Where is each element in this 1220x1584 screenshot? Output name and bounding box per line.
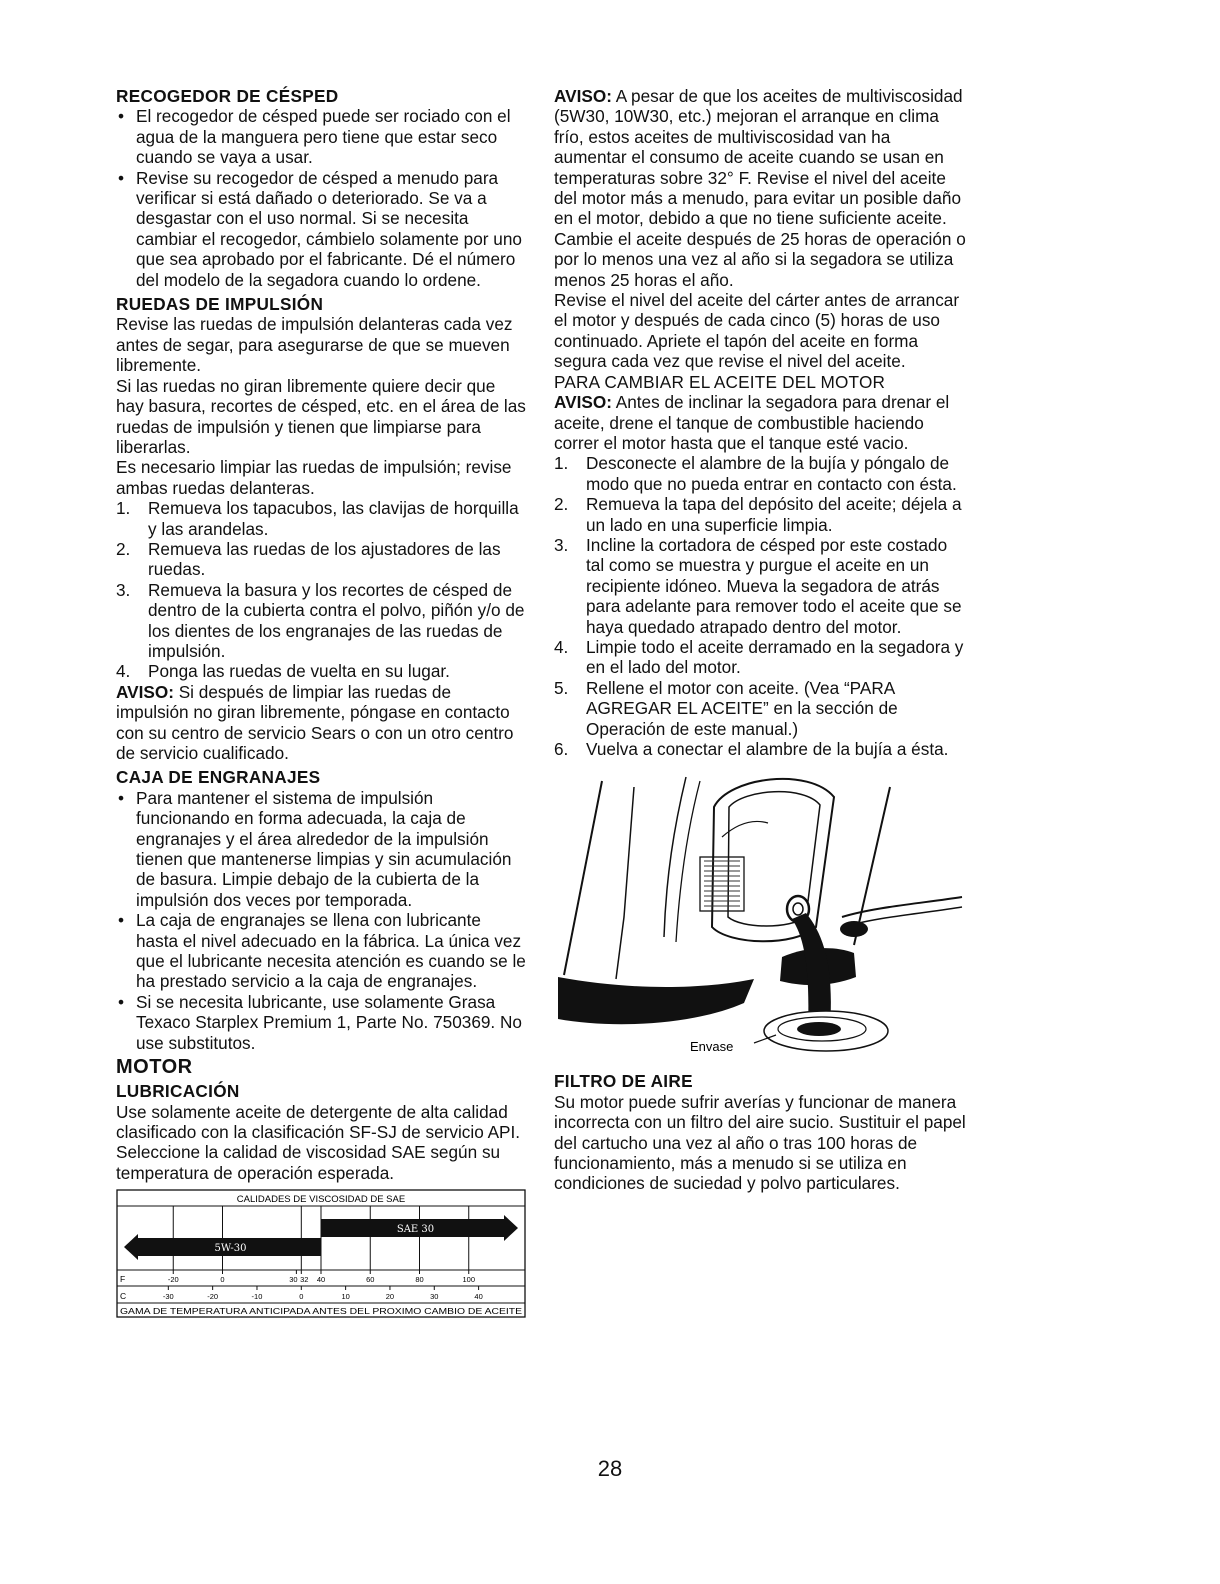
aviso-text: Si después de limpiar las ruedas de impulsión no giran libremente, póngase en contacto con su centro de servicio Sears o con un otro centro de servicio cualificado.	[116, 681, 514, 763]
chart-title: CALIDADES DE VISCOSIDAD DE SAE	[236, 1194, 406, 1206]
f-tick-label: -20	[167, 1275, 179, 1285]
f-tick-label: 80	[415, 1275, 424, 1285]
section-title-motor: MOTOR	[116, 1056, 193, 1079]
aviso-text: A pesar de que los aceites de multiviscosidad (5W30, 10W30, etc.) mejoran el arranque en clima frío, estos aceites de multiviscosidad van ha aumentar el consumo de aceite cuando se usan en temperaturas sobre 32° F. Revise el nivel del aceite del motor más a menudo, para evitar un posible daño en el motor, debido a que no tiene suficiente aceite.	[554, 86, 963, 229]
step-number: 4.	[554, 636, 569, 657]
c-tick-label: -20	[207, 1292, 219, 1302]
step-item	[116, 498, 526, 539]
bullet-item: • Si se necesita lubricante, use solamente Grasa Texaco Starplex Premium 1, Parte No. 750369. No use substitutos.	[116, 992, 526, 1053]
c-tick-label: -10	[251, 1292, 263, 1302]
step-text: Incline la cortadora de césped por este costado tal como se muestra y purgue el aceite en un recipiente idóneo. Mueva la segadora de atrás para adelante para remover todo el aceite que se haya quedado atrapado dentro del motor.	[586, 534, 962, 637]
step-item	[116, 661, 526, 681]
aviso-label: AVISO:	[554, 86, 612, 106]
step-text: Ponga las ruedas de vuelta en su lugar.	[148, 661, 450, 682]
left-column	[116, 86, 526, 1324]
aviso-paragraph	[116, 682, 526, 764]
bullet-item: • El recogedor de césped puede ser rociado con el agua de la manguera pero tiene que estar seco cuando se vaya a usar.	[116, 106, 526, 167]
f-tick-label: 0	[220, 1275, 225, 1285]
step-number: 4.	[116, 661, 131, 682]
viscosity-chart-svg	[116, 1189, 526, 1319]
bullet-item: • La caja de engranajes se llena con lubricante hasta el nivel adecuado en la fábrica. La única vez que el lubricante necesita atención es cuando se le ha prestado servicio a la caja de engranajes.	[116, 910, 526, 992]
step-text: Vuelva a conectar el alambre de la bujía a ésta.	[586, 739, 949, 759]
oil-drain-illustration	[554, 767, 966, 1067]
section-title-filtro: FILTRO DE AIRE	[554, 1071, 693, 1092]
step-number: 2.	[554, 494, 569, 515]
f-tick-label: 32	[300, 1275, 309, 1285]
aviso-paragraph	[554, 86, 966, 229]
aviso-text: Antes de inclinar la segadora para drenar el aceite, drene el tanque de combustible haciendo correr el motor hasta que el tanque esté vacio.	[554, 392, 950, 453]
bullet-item: • Para mantener el sistema de impulsión funcionando en forma adecuada, la caja de engranajes y el área alrededor de la impulsión tienen que mantenerse limpias y sin acumulación de basura. Limpie debajo de la cubierta de la impulsión dos veces por temporada.	[116, 788, 526, 910]
subsection-title-cambiar-aceite: PARA CAMBIAR EL ACEITE DEL MOTOR	[554, 371, 886, 392]
ruedas-steps	[116, 498, 526, 682]
step-text: Remueva los tapacubos, las clavijas de horquilla y las arandelas.	[148, 498, 519, 539]
f-axis-label: F	[120, 1274, 126, 1285]
step-number: 3.	[554, 534, 569, 555]
step-text: Desconecte el alambre de la bujía y póngalo de modo que no pueda entrar en contacto con ésta.	[586, 453, 957, 494]
step-number: 1.	[554, 453, 569, 474]
step-number: 3.	[116, 579, 131, 600]
oil-drain-illustration-svg	[554, 767, 966, 1067]
caja-list	[116, 788, 526, 1053]
section-title-recogedor: RECOGEDOR DE CÉSPED	[116, 86, 339, 106]
step-text: Remueva la tapa del depósito del aceite; déjela a un lado en una superficie limpia.	[586, 494, 962, 535]
viscosity-chart	[116, 1189, 526, 1323]
step-text: Limpie todo el aceite derramado en la segadora y en el lado del motor.	[586, 636, 964, 678]
step-item	[116, 539, 526, 580]
paragraph: Es necesario limpiar las ruedas de impulsión; revise ambas ruedas delanteras.	[116, 457, 512, 498]
section-title-caja: CAJA DE ENGRANAJES	[116, 767, 321, 788]
aviso-label: AVISO:	[116, 681, 174, 702]
step-number: 6.	[554, 739, 569, 759]
paragraph: Revise el nivel del aceite del cárter antes de arrancar el motor y después de cada cinco (5) horas de uso continuado. Apriete el tapón del aceite en forma segura cada vez que revise el nivel del aceite.	[554, 290, 960, 372]
recogedor-list	[116, 106, 526, 290]
step-text: Rellene el motor con aceite. (Vea “PARA AGREGAR EL ACEITE” en la sección de Operación de este manual.)	[586, 677, 898, 739]
paragraph: Use solamente aceite de detergente de alta calidad clasificado con la clasificación SF-SJ de servicio API. Seleccione la calidad de viscosidad SAE según su temperatura de operación esperada.	[116, 1101, 521, 1183]
section-title-ruedas: RUEDAS DE IMPULSIÓN	[116, 294, 324, 315]
step-item	[116, 580, 526, 662]
c-tick-label: 10	[341, 1292, 350, 1302]
step-item	[554, 494, 966, 535]
paragraph: Cambie el aceite después de 25 horas de operación o por lo menos una vez al año si la segadora se utiliza menos 25 horas el año.	[554, 228, 966, 290]
paragraph: Si las ruedas no giran libremente quiere decir que hay basura, recortes de césped, etc. en el área de las ruedas de impulsión y tienen que limpiarse para liberarlas.	[116, 375, 526, 457]
c-tick-label: 30	[430, 1292, 439, 1302]
step-item	[554, 637, 966, 678]
container-label: Envase	[690, 1039, 734, 1055]
f-tick-label: 60	[366, 1275, 375, 1285]
step-item	[554, 678, 966, 739]
paragraph: Su motor puede sufrir averías y funcionar de manera incorrecta con un filtro del aire sucio. Sustituir el papel del cartucho una vez al año o tras 100 horas de funcionamiento, más a menudo si se utiliza en condiciones de suciedad y polvo particulares.	[554, 1091, 966, 1194]
step-text: Remueva las ruedas de los ajustadores de las ruedas.	[148, 538, 501, 580]
series-label: 5W-30	[214, 1243, 247, 1255]
section-title-lubricacion: LUBRICACIÓN	[116, 1081, 240, 1102]
step-number: 1.	[116, 498, 131, 519]
c-axis-label: C	[120, 1291, 127, 1302]
step-number: 2.	[116, 538, 131, 559]
c-tick-label: 40	[474, 1292, 483, 1302]
series-label: SAE 30	[396, 1224, 435, 1236]
paragraph: Revise las ruedas de impulsión delanteras cada vez antes de segar, para asegurarse de que se mueven libremente.	[116, 314, 513, 376]
c-tick-label: 20	[385, 1292, 395, 1302]
step-item	[554, 739, 966, 759]
cambiar-aceite-steps	[554, 453, 966, 759]
f-tick-label: 40	[316, 1275, 326, 1285]
f-tick-label: 100	[462, 1275, 476, 1285]
page-number: 28	[597, 1456, 623, 1481]
step-item	[554, 535, 966, 637]
step-number: 5.	[554, 677, 569, 698]
step-item	[554, 453, 966, 494]
c-tick-label: -30	[162, 1292, 174, 1302]
f-tick-label: 30	[289, 1275, 298, 1285]
c-tick-label: 0	[299, 1292, 304, 1302]
aviso-label: AVISO:	[554, 392, 612, 413]
right-column	[554, 86, 966, 1194]
aviso-paragraph	[554, 392, 966, 453]
step-text: Remueva la basura y los recortes de césped de dentro de la cubierta contra el polvo, piñón y/o de los dientes de los engranajes de las ruedas de impulsión.	[148, 579, 525, 661]
chart-caption: GAMA DE TEMPERATURA ANTICIPADA ANTES DEL PROXIMO CAMBIO DE ACEITE	[120, 1306, 523, 1317]
bullet-item: • Revise su recogedor de césped a menudo para verificar si está dañado o deteriorado. Se va a desgastar con el uso normal. Si se necesita cambiar el recogedor, cámbielo solamente por uno que sea aprobado por el fabricante. Dé el número del modelo de la segadora cuando lo ordene.	[116, 168, 526, 290]
